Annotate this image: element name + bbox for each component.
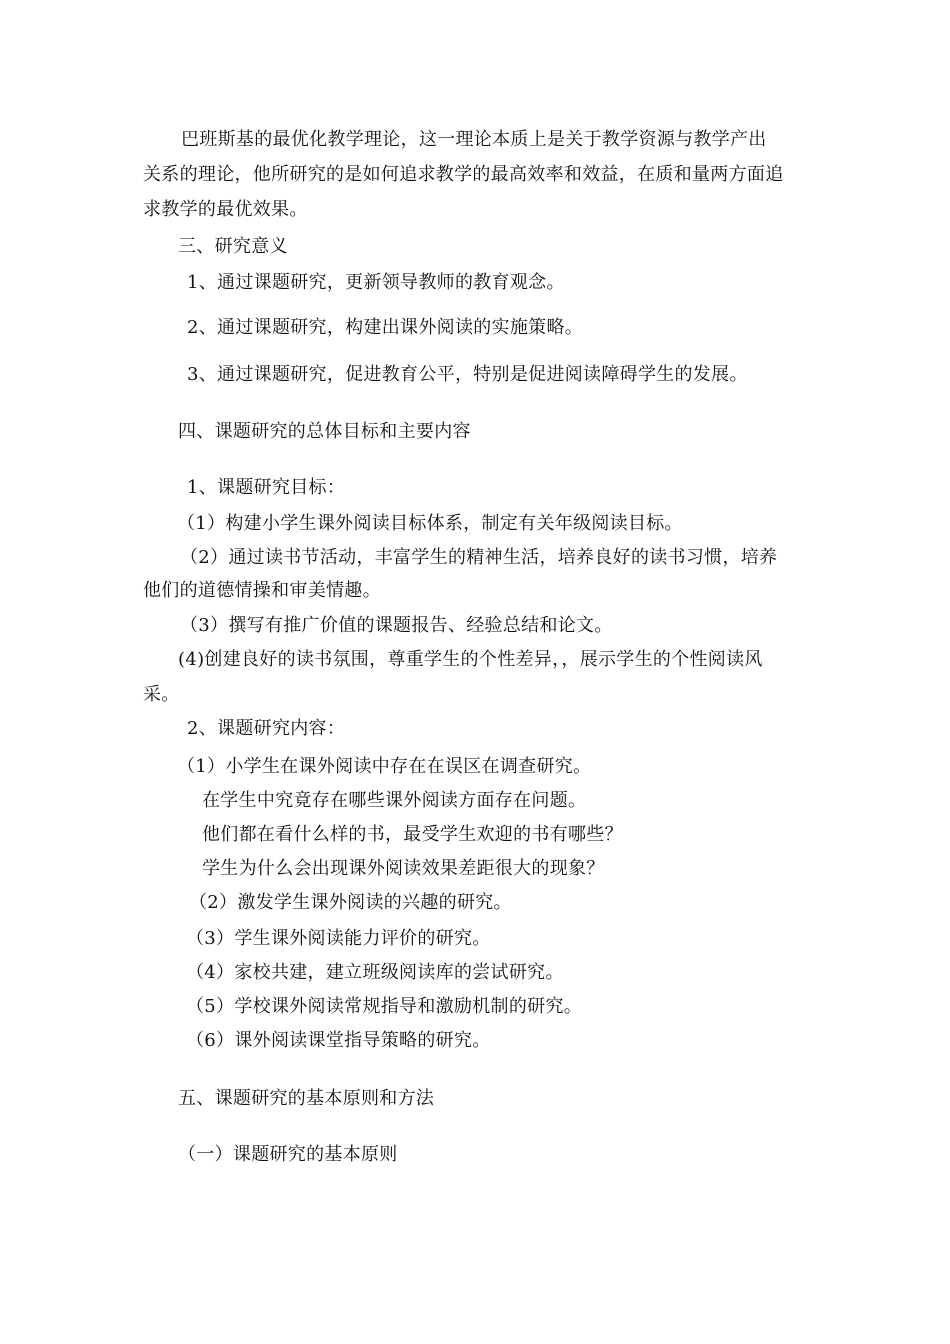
section-heading-research-significance: 三、研究意义 xyxy=(178,236,288,257)
intro-paragraph-line-2: 关系的理论，他所研究的是如何追求教学的最高效率和效益，在质和量两方面追 xyxy=(143,164,784,185)
content-item-1-sub-2: 他们都在看什么样的书，最受学生欢迎的书有哪些？ xyxy=(202,824,623,845)
goal-item-1: （1）构建小学生课外阅读目标体系，制定有关年级阅读目标。 xyxy=(177,513,683,534)
section-heading-goals-and-content: 四、课题研究的总体目标和主要内容 xyxy=(178,421,471,442)
intro-paragraph-line-1: 巴班斯基的最优化教学理论，这一理论本质上是关于教学资源与教学产出 xyxy=(181,129,767,150)
significance-item-1: 1、通过课题研究，更新领导教师的教育观念。 xyxy=(187,272,565,293)
section-heading-principles-and-methods: 五、课题研究的基本原则和方法 xyxy=(178,1088,435,1109)
goal-item-2-line-1: （2）通过读书节活动，丰富学生的精神生活，培养良好的读书习惯，培养 xyxy=(180,547,778,568)
content-item-1-sub-3: 学生为什么会出现课外阅读效果差距很大的现象？ xyxy=(202,858,605,879)
goal-item-4-line-1: (4)创建良好的读书氛围，尊重学生的个性差异，，展示学生的个性阅读风 xyxy=(178,649,763,670)
goal-item-2-line-2: 他们的道德情操和审美情趣。 xyxy=(143,580,381,601)
goal-item-4-line-2: 采。 xyxy=(143,684,180,705)
content-item-3: （3）学生课外阅读能力评价的研究。 xyxy=(186,928,491,949)
goals-title: 1、课题研究目标： xyxy=(187,477,346,498)
intro-paragraph-line-3: 求教学的最优效果。 xyxy=(143,199,308,220)
goal-item-3: （3）撰写有推广价值的课题报告、经验总结和论文。 xyxy=(180,615,613,636)
significance-item-2: 2、通过课题研究，构建出课外阅读的实施策略。 xyxy=(187,317,584,338)
content-item-4: （4）家校共建，建立班级阅读库的尝试研究。 xyxy=(186,962,564,983)
content-item-1-sub-1: 在学生中究竟存在哪些课外阅读方面存在问题。 xyxy=(202,790,587,811)
content-item-2: （2）激发学生课外阅读的兴趣的研究。 xyxy=(189,892,512,913)
content-item-6: （6）课外阅读课堂指导策略的研究。 xyxy=(186,1030,491,1051)
content-title: 2、课题研究内容： xyxy=(187,718,346,739)
content-item-1: （1）小学生在课外阅读中存在在误区在调查研究。 xyxy=(177,756,592,777)
subsection-heading-basic-principles: （一）课题研究的基本原则 xyxy=(178,1144,398,1165)
content-item-5: （5）学校课外阅读常规指导和激励机制的研究。 xyxy=(186,996,583,1017)
significance-item-3: 3、通过课题研究，促进教育公平，特别是促进阅读障碍学生的发展。 xyxy=(187,364,748,385)
